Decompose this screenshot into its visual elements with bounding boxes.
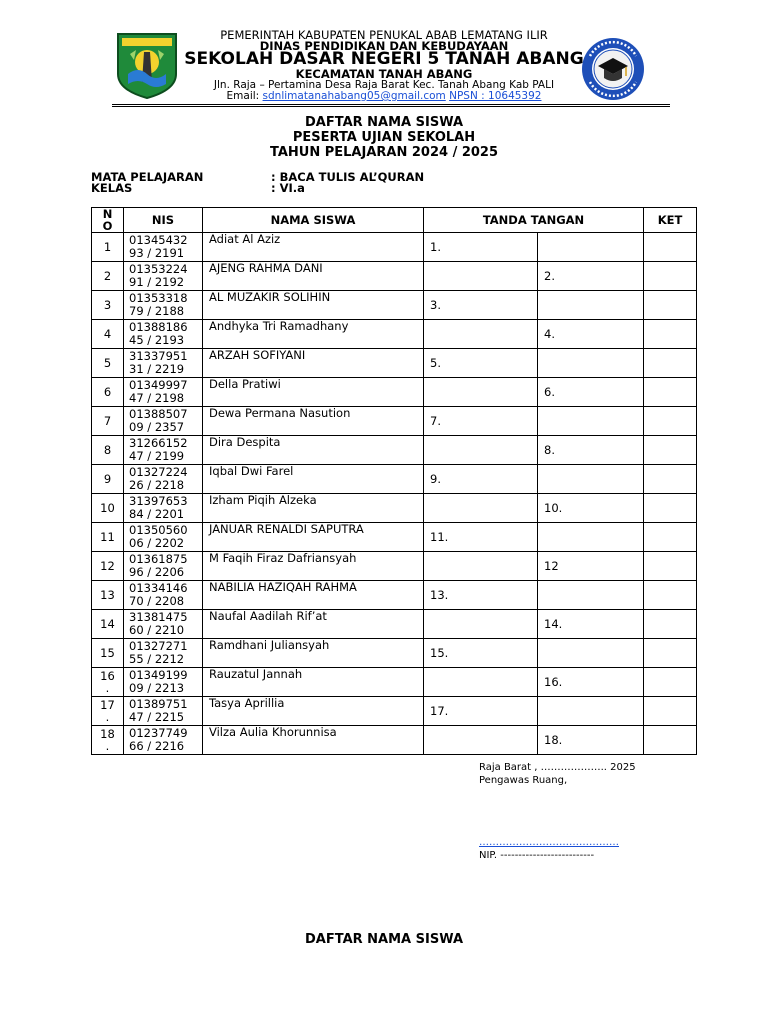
row-signature-left[interactable]: 15. [424,639,538,668]
row-student-name: Della Pratiwi [203,378,424,407]
document-title [0,115,768,160]
row-number: 15 [92,639,124,668]
row-ket[interactable] [644,726,697,755]
row-student-name: Dira Despita [203,436,424,465]
row-nis: 01350560 06 / 2202 [124,523,203,552]
row-ket[interactable] [644,668,697,697]
row-signature-right[interactable] [538,523,644,552]
row-signature-right[interactable] [538,233,644,262]
row-signature-right[interactable] [538,407,644,436]
row-signature-right[interactable] [538,291,644,320]
table-row [92,581,697,610]
row-number: 8 [92,436,124,465]
row-student-name: Vilza Aulia Khorunnisa [203,726,424,755]
row-nis: 01353318 79 / 2188 [124,291,203,320]
row-student-name: AJENG RAHMA DANI [203,262,424,291]
row-signature-right[interactable] [538,639,644,668]
row-student-name: Tasya Aprillia [203,697,424,726]
row-nis: 31397653 84 / 2201 [124,494,203,523]
row-signature-right[interactable]: 4. [538,320,644,349]
row-signature-left[interactable]: 5. [424,349,538,378]
table-row [92,610,697,639]
row-signature-right[interactable] [538,465,644,494]
row-student-name: Izham Piqih Alzeka [203,494,424,523]
row-student-name: Ramdhani Juliansyah [203,639,424,668]
table-row [92,523,697,552]
row-nis: 01345432 93 / 2191 [124,233,203,262]
signature-line[interactable]: …………………………………… [479,837,619,848]
row-signature-left[interactable]: 7. [424,407,538,436]
row-signature-right[interactable]: 6. [538,378,644,407]
row-nis: 01349997 47 / 2198 [124,378,203,407]
row-signature-right[interactable]: 2. [538,262,644,291]
row-signature-left[interactable] [424,668,538,697]
row-signature-left[interactable] [424,436,538,465]
row-ket[interactable] [644,697,697,726]
government-line: PEMERINTAH KABUPATEN PENUKAL ABAB LEMATANG ILIR [220,28,548,42]
row-signature-left[interactable] [424,262,538,291]
row-student-name: Rauzatul Jannah [203,668,424,697]
school-name: SEKOLAH DASAR NEGERI 5 TANAH ABANG [184,49,584,69]
table-row [92,349,697,378]
row-nis: 01327224 26 / 2218 [124,465,203,494]
department-line: DINAS PENDIDIKAN DAN KEBUDAYAAN [259,39,509,53]
row-ket[interactable] [644,349,697,378]
table-row [92,436,697,465]
table-row [92,726,697,755]
row-ket[interactable] [644,552,697,581]
row-number: 3 [92,291,124,320]
row-signature-left[interactable] [424,494,538,523]
row-number: 7 [92,407,124,436]
row-signature-left[interactable] [424,726,538,755]
row-ket[interactable] [644,407,697,436]
row-number: 6 [92,378,124,407]
table-row [92,697,697,726]
row-nis: 31381475 60 / 2210 [124,610,203,639]
place-date: Raja Barat , ……………….. 2025 [479,762,636,773]
row-nis: 01237749 66 / 2216 [124,726,203,755]
header-nis: NIS [124,208,203,233]
row-signature-left[interactable] [424,610,538,639]
row-ket[interactable] [644,233,697,262]
table-row [92,407,697,436]
row-number: 14 [92,610,124,639]
row-student-name: ARZAH SOFIYANI [203,349,424,378]
row-signature-left[interactable]: 11. [424,523,538,552]
row-number: 16 . [92,668,124,697]
row-ket[interactable] [644,320,697,349]
row-signature-left[interactable]: 1. [424,233,538,262]
nip-line: NIP. -------------------------- [479,850,595,861]
row-nis: 01349199 09 / 2213 [124,668,203,697]
row-nis: 31337951 31 / 2219 [124,349,203,378]
class-value: : VI.a [271,181,305,195]
row-number: 9 [92,465,124,494]
row-nis: 31266152 47 / 2199 [124,436,203,465]
header-name: NAMA SISWA [203,208,424,233]
letterhead-rule-thin [112,106,670,107]
row-ket[interactable] [644,610,697,639]
row-signature-right[interactable]: 12 [538,552,644,581]
row-signature-left[interactable] [424,320,538,349]
class-row [91,181,305,195]
row-number: 13 [92,581,124,610]
table-header-row [92,208,697,233]
row-ket[interactable] [644,262,697,291]
row-number: 10 [92,494,124,523]
row-student-name: JANUAR RENALDI SAPUTRA [203,523,424,552]
row-signature-left[interactable] [424,378,538,407]
npsn-link[interactable]: NPSN : 10645392 [449,90,542,102]
row-signature-left[interactable]: 17. [424,697,538,726]
header-ket: KET [644,208,697,233]
row-number: 17 . [92,697,124,726]
row-nis: 01361875 96 / 2206 [124,552,203,581]
table-row [92,465,697,494]
student-table [91,207,697,755]
header-signature: TANDA TANGAN [424,208,644,233]
table-row [92,552,697,581]
row-number: 1 [92,233,124,262]
table-row [92,668,697,697]
table-row [92,494,697,523]
row-nis: 01389751 47 / 2215 [124,697,203,726]
row-signature-left[interactable]: 13. [424,581,538,610]
row-signature-right[interactable]: 18. [538,726,644,755]
header-no: N O [92,208,124,233]
subject-value: : BACA TULIS AL’QURAN [271,170,425,184]
letterhead [0,0,768,110]
row-student-name: AL MUZAKIR SOLIHIN [203,291,424,320]
row-signature-right[interactable]: 8. [538,436,644,465]
district-line: KECAMATAN TANAH ABANG [295,67,473,81]
email-link[interactable]: sdnlimatanahabang05@gmail.com [262,90,446,102]
row-ket[interactable] [644,436,697,465]
subject-label: MATA PELAJARAN [91,170,204,184]
title-line-1: DAFTAR NAMA SISWA [304,115,464,130]
row-signature-left[interactable] [424,552,538,581]
row-number: 2 [92,262,124,291]
row-number: 4 [92,320,124,349]
row-ket[interactable] [644,465,697,494]
bottom-title: DAFTAR NAMA SISWA [304,932,464,947]
class-label: KELAS [91,181,133,195]
letterhead-rule [112,104,670,105]
row-ket[interactable] [644,291,697,320]
contact-line [150,90,618,102]
row-nis: 01388186 45 / 2193 [124,320,203,349]
title-line-2: PESERTA UJIAN SEKOLAH [292,130,476,145]
row-nis: 01388507 09 / 2357 [124,407,203,436]
address-line: Jln. Raja – Pertamina Desa Raja Barat Kec. Tanah Abang Kab PALI [213,79,555,91]
row-student-name: M Faqih Firaz Dafriansyah [203,552,424,581]
row-signature-right[interactable]: 16. [538,668,644,697]
row-nis: 01327271 55 / 2212 [124,639,203,668]
title-line-3: TAHUN PELAJARAN 2024 / 2025 [269,145,499,160]
row-signature-left[interactable]: 3. [424,291,538,320]
row-signature-right[interactable] [538,581,644,610]
table-row [92,262,697,291]
row-number: 5 [92,349,124,378]
table-row [92,291,697,320]
row-ket[interactable] [644,581,697,610]
row-student-name: Andhyka Tri Ramadhany [203,320,424,349]
table-row [92,233,697,262]
table-row [92,320,697,349]
row-student-name: Dewa Permana Nasution [203,407,424,436]
row-ket[interactable] [644,494,697,523]
row-student-name: Naufal Aadilah Rif’at [203,610,424,639]
row-number: 11 [92,523,124,552]
row-student-name: NABILIA HAZIQAH RAHMA [203,581,424,610]
table-row [92,639,697,668]
row-nis: 01353224 91 / 2192 [124,262,203,291]
row-ket[interactable] [644,378,697,407]
row-ket[interactable] [644,639,697,668]
row-signature-right[interactable] [538,697,644,726]
row-student-name: Adiat Al Aziz [203,233,424,262]
row-signature-left[interactable]: 9. [424,465,538,494]
row-number: 12 [92,552,124,581]
row-number: 18 . [92,726,124,755]
table-row [92,378,697,407]
row-student-name: Iqbal Dwi Farel [203,465,424,494]
row-signature-right[interactable]: 14. [538,610,644,639]
supervisor-role: Pengawas Ruang, [479,775,568,786]
row-ket[interactable] [644,523,697,552]
row-signature-right[interactable] [538,349,644,378]
row-nis: 01334146 70 / 2208 [124,581,203,610]
row-signature-right[interactable]: 10. [538,494,644,523]
email-label: Email: [226,90,260,102]
